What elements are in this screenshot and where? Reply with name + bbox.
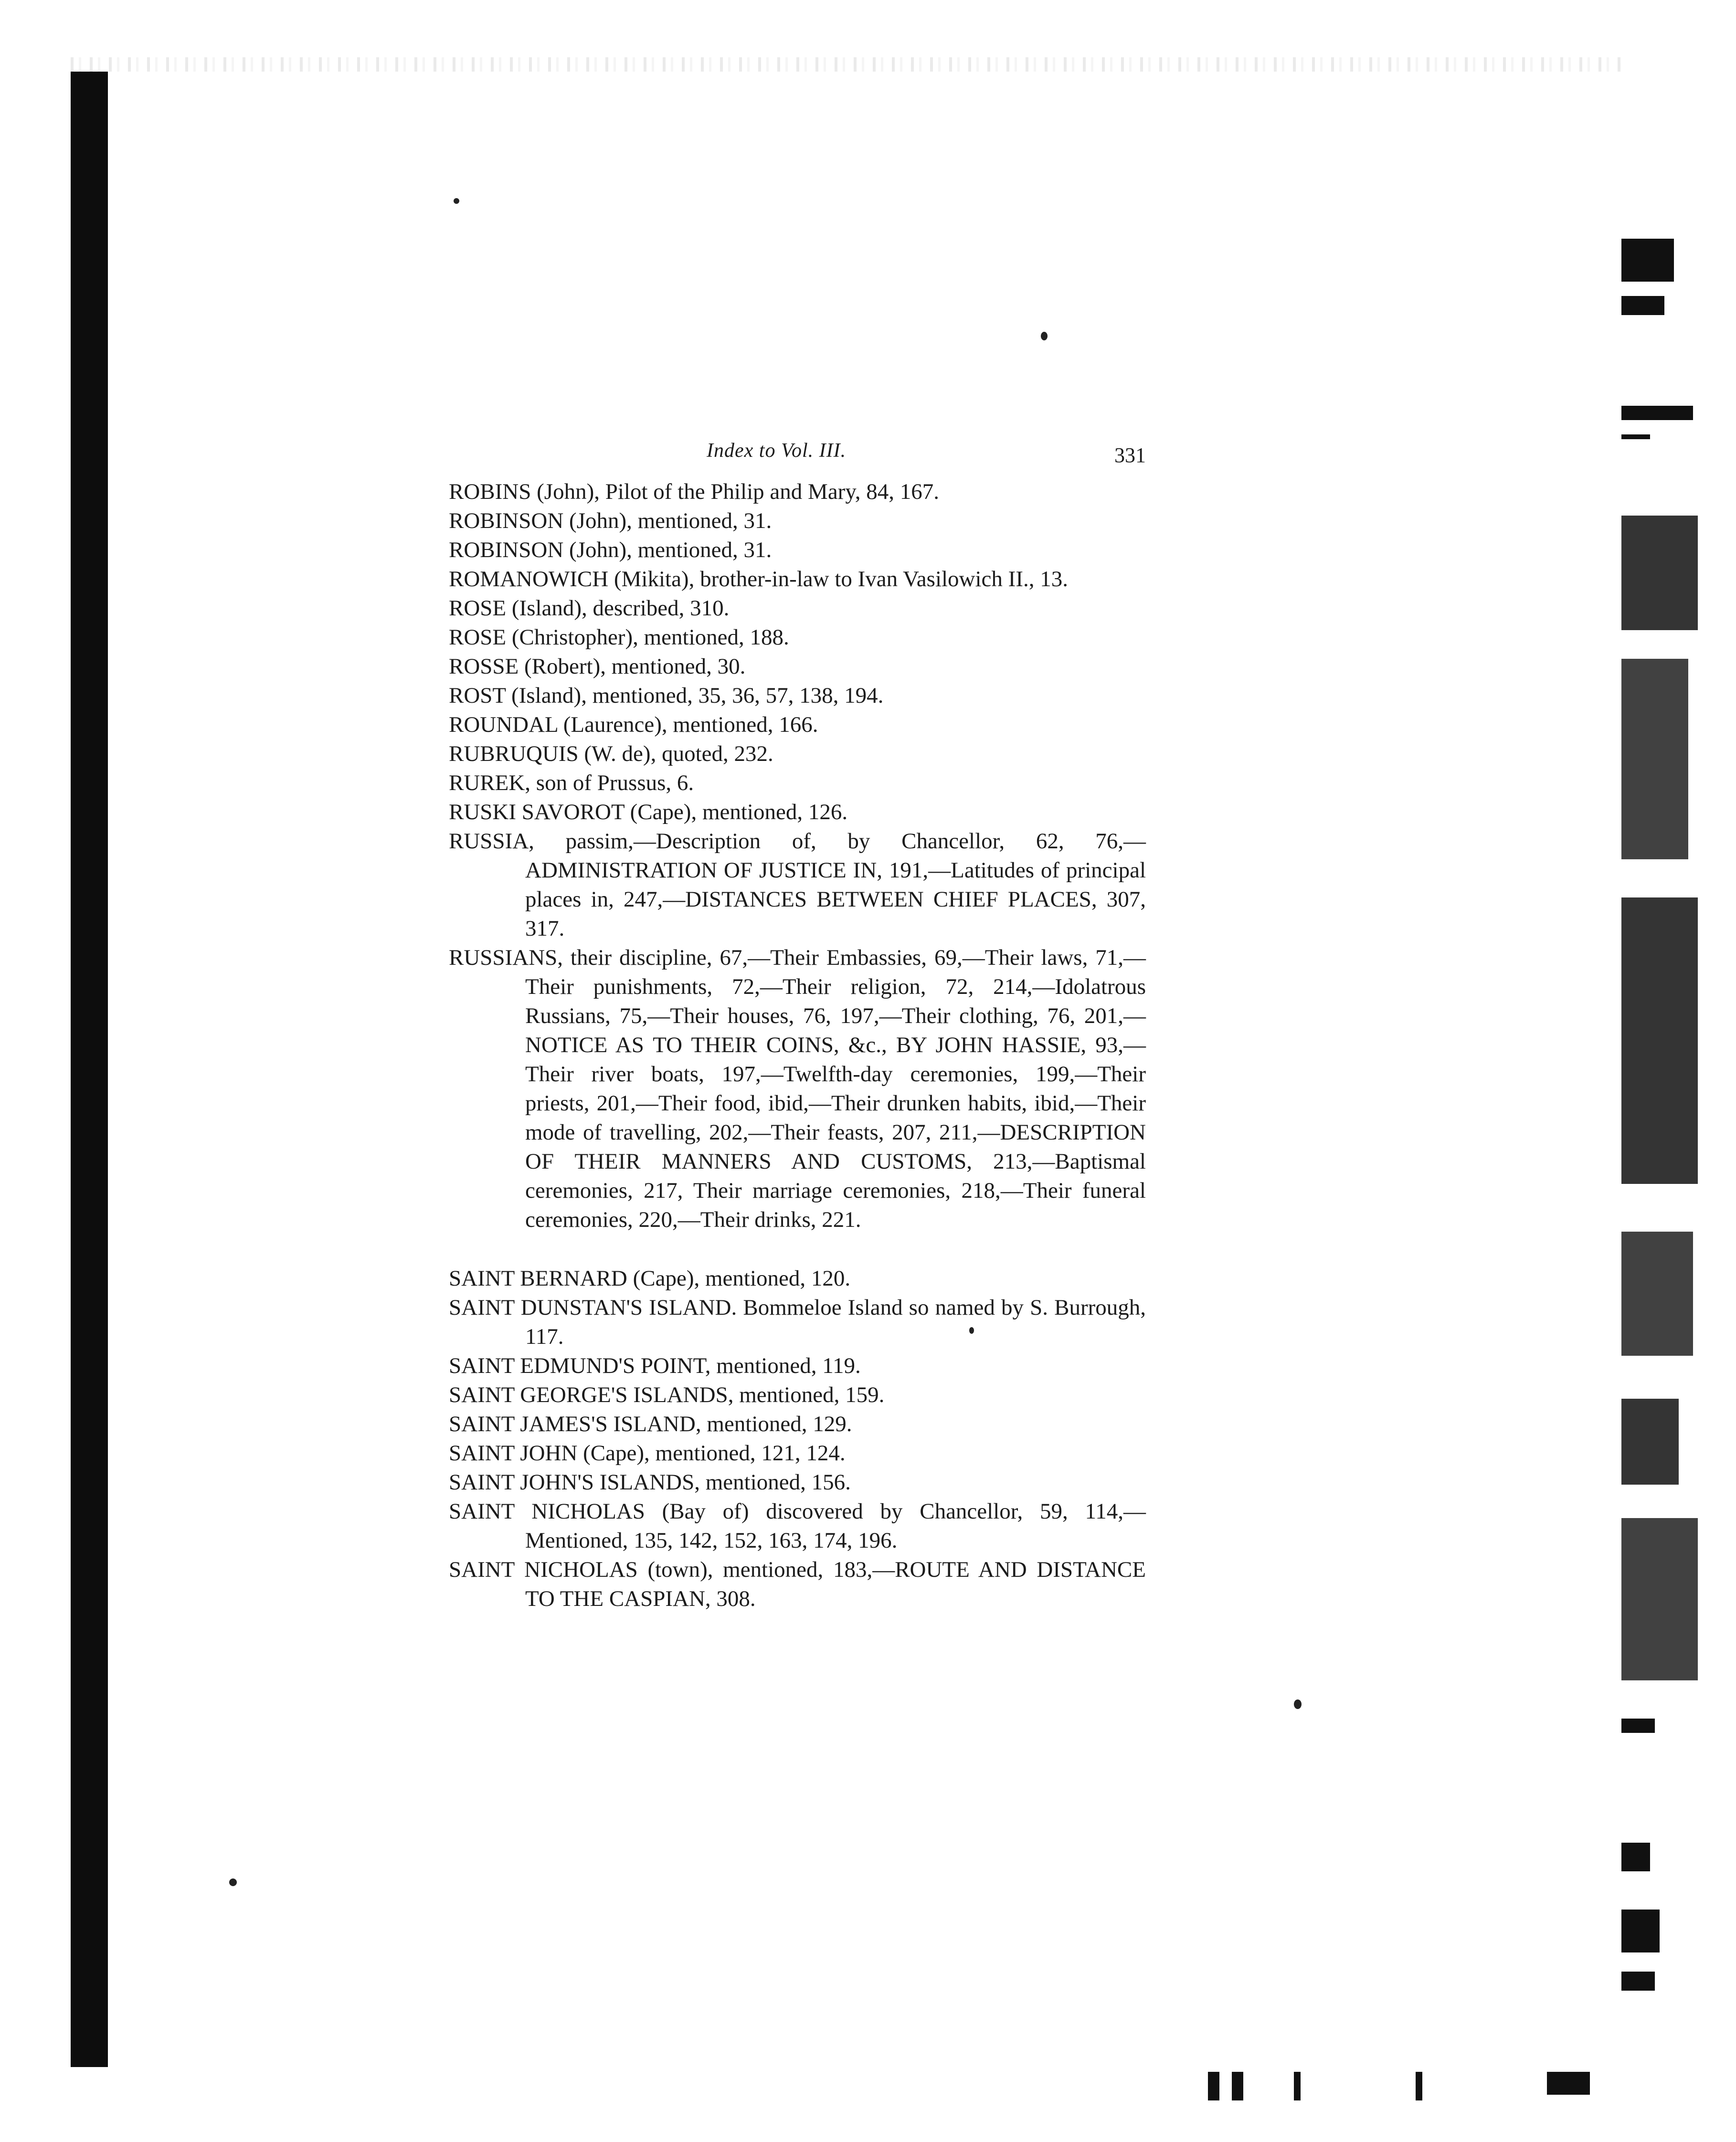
scan-speck [1294, 1699, 1302, 1709]
running-head [449, 430, 1146, 477]
index-entry: RUSSIANS, their discipline, 67,—Their Embassies, 69,—Their laws, 71,—Their punishments, 72,—Their religion, 72, 214,—Idolatrous Russians, 75,—Their houses, 76, 197,—Their clothing, 76, 201,—NOTICE AS TO THEIR COINS, &c., BY JOHN HASSIE, 93,—Their river boats, 197,—Twelfth-day ceremonies, 199,—Their priests, 201,—Their food, ibid,—Their drunken habits, ibid,—Their mode of travelling, 202,—Their feasts, 207, 211,—DESCRIPTION OF THEIR MANNERS AND CUSTOMS, 213,—Baptismal ceremonies, 217, Their marriage ceremonies, 218,—Their funeral ceremonies, 220,—Their drinks, 221. [449, 945, 1146, 1232]
index-entry: ROMANOWICH (Mikita), brother-in-law to Ivan Vasilowich II., 13. [449, 567, 1068, 591]
index-entries [449, 477, 1146, 1614]
scan-left-binding-shadow [71, 72, 108, 2067]
index-entry: ROUNDAL (Laurence), mentioned, 166. [449, 712, 818, 737]
index-entry: SAINT DUNSTAN'S ISLAND. Bommeloe Island so named by S. Burrough, 117. [449, 1295, 1146, 1349]
scan-speck [454, 198, 459, 204]
scan-bottom-edge-marks [0, 2072, 1736, 2110]
scan-top-edge-noise [71, 57, 1622, 72]
index-entry: SAINT GEORGE'S ISLANDS, mentioned, 159. [449, 1382, 885, 1407]
index-entry: SAINT NICHOLAS (Bay of) discovered by Chancellor, 59, 114,—Mentioned, 135, 142, 152, 163, 174, 196. [449, 1499, 1146, 1553]
index-entry: ROBINSON (John), mentioned, 31. [449, 538, 772, 562]
scan-right-edge-marks [1621, 229, 1703, 2034]
index-entry: SAINT JOHN'S ISLANDS, mentioned, 156. [449, 1470, 851, 1495]
index-entry: ROST (Island), mentioned, 35, 36, 57, 138, 194. [449, 683, 884, 708]
index-entry: RUBRUQUIS (W. de), quoted, 232. [449, 741, 773, 766]
index-entry: ROSSE (Robert), mentioned, 30. [449, 654, 746, 679]
index-entry: SAINT JOHN (Cape), mentioned, 121, 124. [449, 1441, 846, 1466]
scan-speck [1041, 332, 1048, 340]
index-entry: RUSKI SAVOROT (Cape), mentioned, 126. [449, 800, 848, 824]
index-entry: SAINT EDMUND'S POINT, mentioned, 119. [449, 1353, 861, 1378]
scan-speck [229, 1878, 237, 1886]
index-entry: RUSSIA, passim,—Description of, by Chancellor, 62, 76,—ADMINISTRATION OF JUSTICE IN, 191,—Latitudes of principal places in, 247,—DISTANCES BETWEEN CHIEF PLACES, 307, 317. [449, 829, 1146, 941]
index-page [449, 430, 1146, 1614]
index-entry: SAINT NICHOLAS (town), mentioned, 183,—ROUTE AND DISTANCE TO THE CASPIAN, 308. [449, 1557, 1146, 1611]
index-entry: ROBINS (John), Pilot of the Philip and Mary, 84, 167. [449, 479, 940, 504]
page-number: 331 [1114, 443, 1146, 467]
index-entry: ROSE (Island), described, 310. [449, 596, 730, 621]
index-entry: ROBINSON (John), mentioned, 31. [449, 508, 772, 533]
letter-section-gap [449, 1235, 1146, 1264]
index-entry: RUREK, son of Prussus, 6. [449, 770, 694, 795]
running-title: Index to Vol. III. [707, 440, 847, 462]
index-entry: SAINT BERNARD (Cape), mentioned, 120. [449, 1266, 851, 1291]
index-entry: SAINT JAMES'S ISLAND, mentioned, 129. [449, 1412, 852, 1436]
index-entry: ROSE (Christopher), mentioned, 188. [449, 625, 789, 650]
